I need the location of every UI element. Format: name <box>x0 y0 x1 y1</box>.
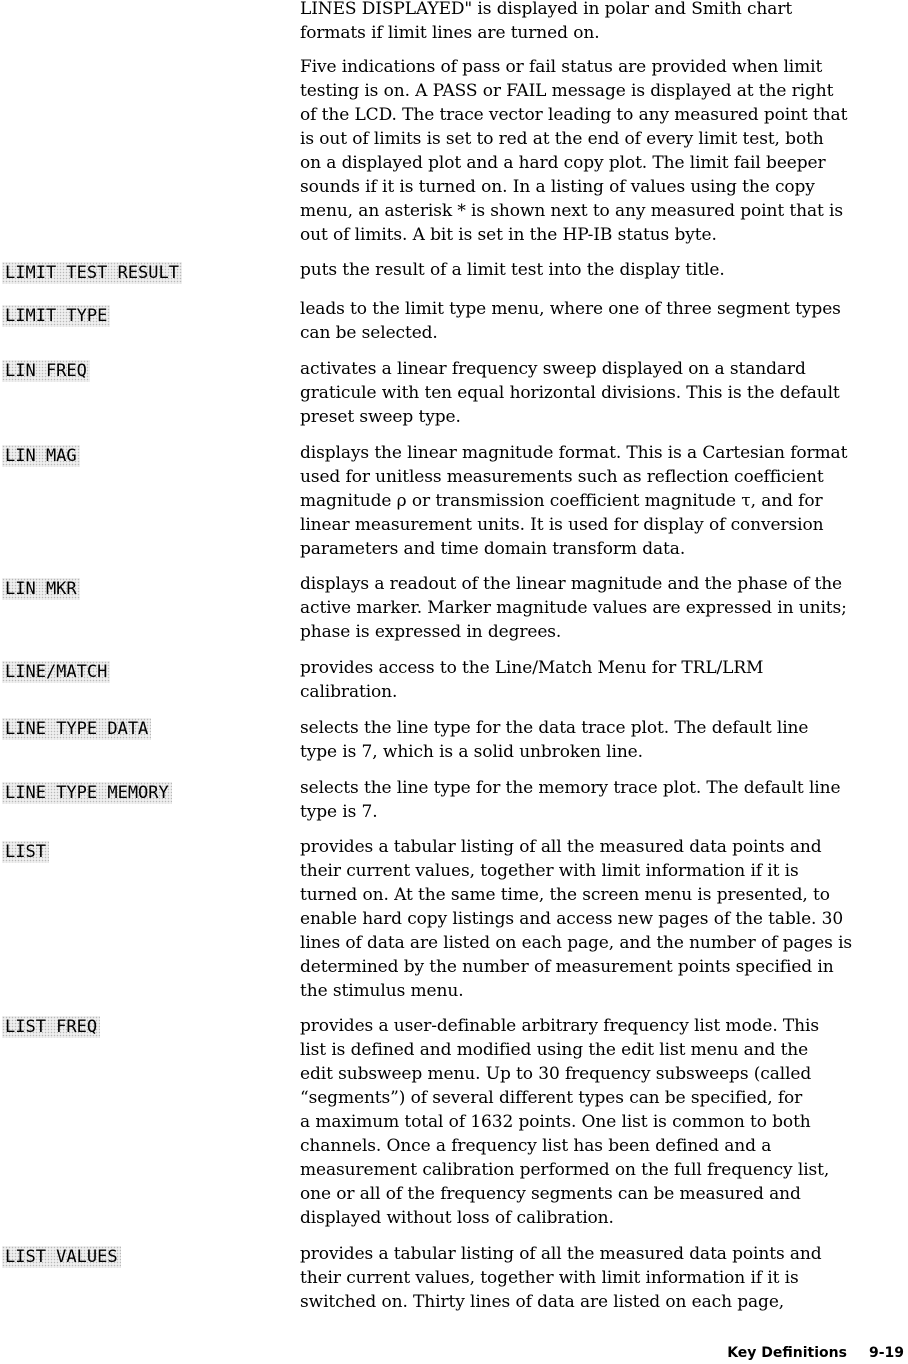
intro-continuation: LINES DISPLAYED" is displayed in polar and Smith chart formats if limit lines are turned on. <box>300 0 793 43</box>
definition-line-type-data: selects the line type for the data trace plot. The default line type is 7, which is a solid unbroken line. <box>300 718 809 762</box>
key-line-match: LINE/MATCH <box>2 661 110 683</box>
definition-lin-mkr: displays a readout of the linear magnitude and the phase of the active marker. Marker magnitude values are expressed in units; phase is expressed in degrees. <box>300 574 847 642</box>
key-line-type-data: LINE TYPE DATA <box>2 718 151 740</box>
definition-list-values: provides a tabular listing of all the measured data points and their current values, together with limit information if it is switched on. Thirty lines of data are listed on each page, <box>300 1244 822 1312</box>
definition-line-type-memory: selects the line type for the memory trace plot. The default line type is 7. <box>300 778 841 822</box>
key-lin-mag: LIN MAG <box>2 445 80 467</box>
key-list: LIST <box>2 841 49 863</box>
definition-lin-freq: activates a linear frequency sweep displayed on a standard graticule with ten equal horizontal divisions. This is the default preset sweep type. <box>300 359 840 427</box>
key-lin-mkr: LIN MKR <box>2 578 80 600</box>
key-limit-test-result: LIMIT TEST RESULT <box>2 262 182 284</box>
page-number: 9-19 <box>868 1345 904 1361</box>
definition-list-freq: provides a user-definable arbitrary frequency list mode. This list is defined and modified using the edit list menu and the edit subsweep menu. Up to 30 frequency subsweeps (called “segments”) of several different types can be specified, for a maximum total of 1632 points. One list is common to both channels. Once a frequency list has been defined and a measurement calibration performed on the full frequency list, one or all of the frequency segments can be measured and displayed without loss of calibration. <box>300 1016 830 1228</box>
definition-limit-test-result: puts the result of a limit test into the display title. <box>300 260 725 280</box>
key-lin-freq: LIN FREQ <box>2 360 90 382</box>
definition-line-match: provides access to the Line/Match Menu for TRL/LRM calibration. <box>300 658 764 702</box>
footer-section-title: Key Definitions <box>727 1345 847 1361</box>
definition-list: provides a tabular listing of all the measured data points and their current values, together with limit information if it is turned on. At the same time, the screen menu is presented, to enable hard copy listings and access new pages of the table. 30 lines of data are listed on each page, and the number of pages is determined by the number of measurement points specified in the stimulus menu. <box>300 837 853 1001</box>
key-limit-type: LIMIT TYPE <box>2 305 110 327</box>
definition-limit-type: leads to the limit type menu, where one of three segment types can be selected. <box>300 299 841 343</box>
pass-fail-paragraph: Five indications of pass or fail status are provided when limit testing is on. A PASS or FAIL message is displayed at the right of the LCD. The trace vector leading to any measured point that is out of limits is set to red at the end of every limit test, both on a displayed plot and a hard copy plot. The limit fail beeper sounds if it is turned on. In a listing of values using the copy menu, an asterisk * is shown next to any measured point that is out of limits. A bit is set in the HP-IB status byte. <box>300 57 848 245</box>
page-footer <box>727 1344 904 1362</box>
key-list-freq: LIST FREQ <box>2 1016 100 1038</box>
definition-lin-mag: displays the linear magnitude format. This is a Cartesian format used for unitless measurements such as reflection coefficient magnitude ρ or transmission coefficient magnitude τ, and for linear measurement units. It is used for display of conversion parameters and time domain transform data. <box>300 443 848 559</box>
key-list-values: LIST VALUES <box>2 1246 121 1268</box>
key-line-type-memory: LINE TYPE MEMORY <box>2 782 172 804</box>
